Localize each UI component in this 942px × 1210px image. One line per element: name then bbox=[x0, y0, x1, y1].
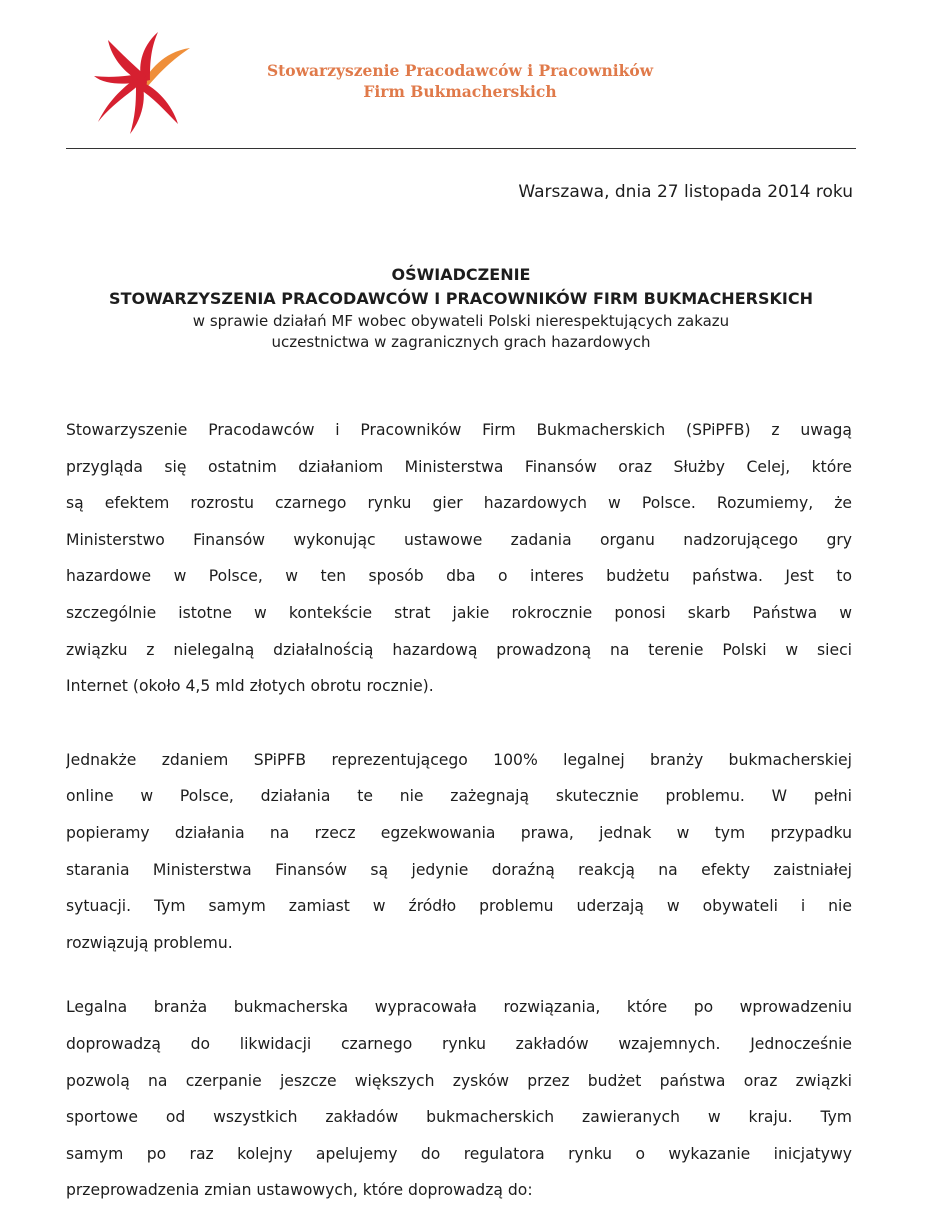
paragraph-line: Jednakże zdaniem SPiPFB reprezentującego 100% legalnej branży bukmacherskiej bbox=[66, 750, 852, 769]
paragraph-line: Legalna branża bukmacherska wypracowała rozwiązania, które po wprowadzeniu bbox=[66, 998, 852, 1017]
document-heading bbox=[66, 263, 856, 353]
paragraph-line: samym po raz kolejny apelujemy do regulatora rynku o wykazanie inicjatywy bbox=[66, 1144, 852, 1163]
paragraph-line: związku z nielegalną działalnością hazardową prowadzoną na terenie Polski w sieci bbox=[66, 640, 852, 659]
paragraph-line: przeprowadzenia zmian ustawowych, które doprowadzą do: bbox=[66, 1181, 533, 1200]
paragraph-line: szczególnie istotne w kontekście strat jakie rokrocznie ponosi skarb Państwa w bbox=[66, 603, 852, 622]
paragraph-line: hazardowe w Polsce, w ten sposób dba o interes budżetu państwa. Jest to bbox=[66, 567, 852, 586]
paragraph-line: online w Polsce, działania te nie zażegnają skutecznie problemu. W pełni bbox=[66, 787, 852, 806]
paragraph-line: pozwolą na czerpanie jeszcze większych zysków przez budżet państwa oraz związki bbox=[66, 1071, 852, 1090]
paragraph-line: są efektem rozrostu czarnego rynku gier hazardowych w Polsce. Rozumiemy, że bbox=[66, 494, 852, 513]
paragraph bbox=[66, 742, 852, 962]
dateline: Warszawa, dnia 27 listopada 2014 roku bbox=[518, 182, 853, 202]
paragraph-line: doprowadzą do likwidacji czarnego rynku zakładów wzajemnych. Jednocześnie bbox=[66, 1034, 852, 1053]
organization-name-line1: Stowarzyszenie Pracodawców i Pracowników bbox=[266, 61, 654, 80]
header-divider bbox=[66, 148, 856, 149]
document-org-title: STOWARZYSZENIA PRACODAWCÓW I PRACOWNIKÓW FIRM BUKMACHERSKICH bbox=[109, 289, 813, 308]
paragraph-line: popieramy działania na rzecz egzekwowania prawa, jednak w tym przypadku bbox=[66, 823, 852, 842]
paragraph-line: Stowarzyszenie Pracodawców i Pracowników Firm Bukmacherskich (SPiPFB) z uwagą bbox=[66, 421, 852, 439]
paragraph-line: sytuacji. Tym samym zamiast w źródło problemu uderzają w obywateli i nie bbox=[66, 897, 852, 916]
organization-name bbox=[210, 60, 710, 102]
logo-arm bbox=[138, 82, 178, 124]
document-subtitle-line1: w sprawie działań MF wobec obywateli Polski nierespektujących zakazu bbox=[192, 312, 730, 330]
paragraph-line: sportowe od wszystkich zakładów bukmacherskich zawieranych w kraju. Tym bbox=[66, 1108, 852, 1127]
document-title: OŚWIADCZENIE bbox=[391, 265, 531, 284]
star-swirl-icon bbox=[92, 30, 192, 134]
paragraph bbox=[66, 412, 852, 705]
organization-name-line2: Firm Bukmacherskich bbox=[363, 82, 557, 101]
document-body bbox=[66, 412, 852, 1209]
paragraph-line: przygląda się ostatnim działaniom Ministerstwa Finansów oraz Służby Celej, które bbox=[66, 457, 852, 476]
paragraph bbox=[66, 989, 852, 1209]
paragraph-line: rozwiązują problemu. bbox=[66, 933, 233, 952]
document-subtitle-line2: uczestnictwa w zagranicznych grach hazardowych bbox=[271, 333, 651, 351]
paragraph-line: Internet (około 4,5 mld złotych obrotu rocznie). bbox=[66, 677, 434, 696]
document-subtitle bbox=[66, 311, 856, 353]
paragraph-line: starania Ministerstwa Finansów są jedynie doraźną reakcją na efekty zaistniałej bbox=[66, 860, 852, 879]
paragraph-line: Ministerstwo Finansów wykonując ustawowe zadania organu nadzorującego gry bbox=[66, 530, 852, 549]
